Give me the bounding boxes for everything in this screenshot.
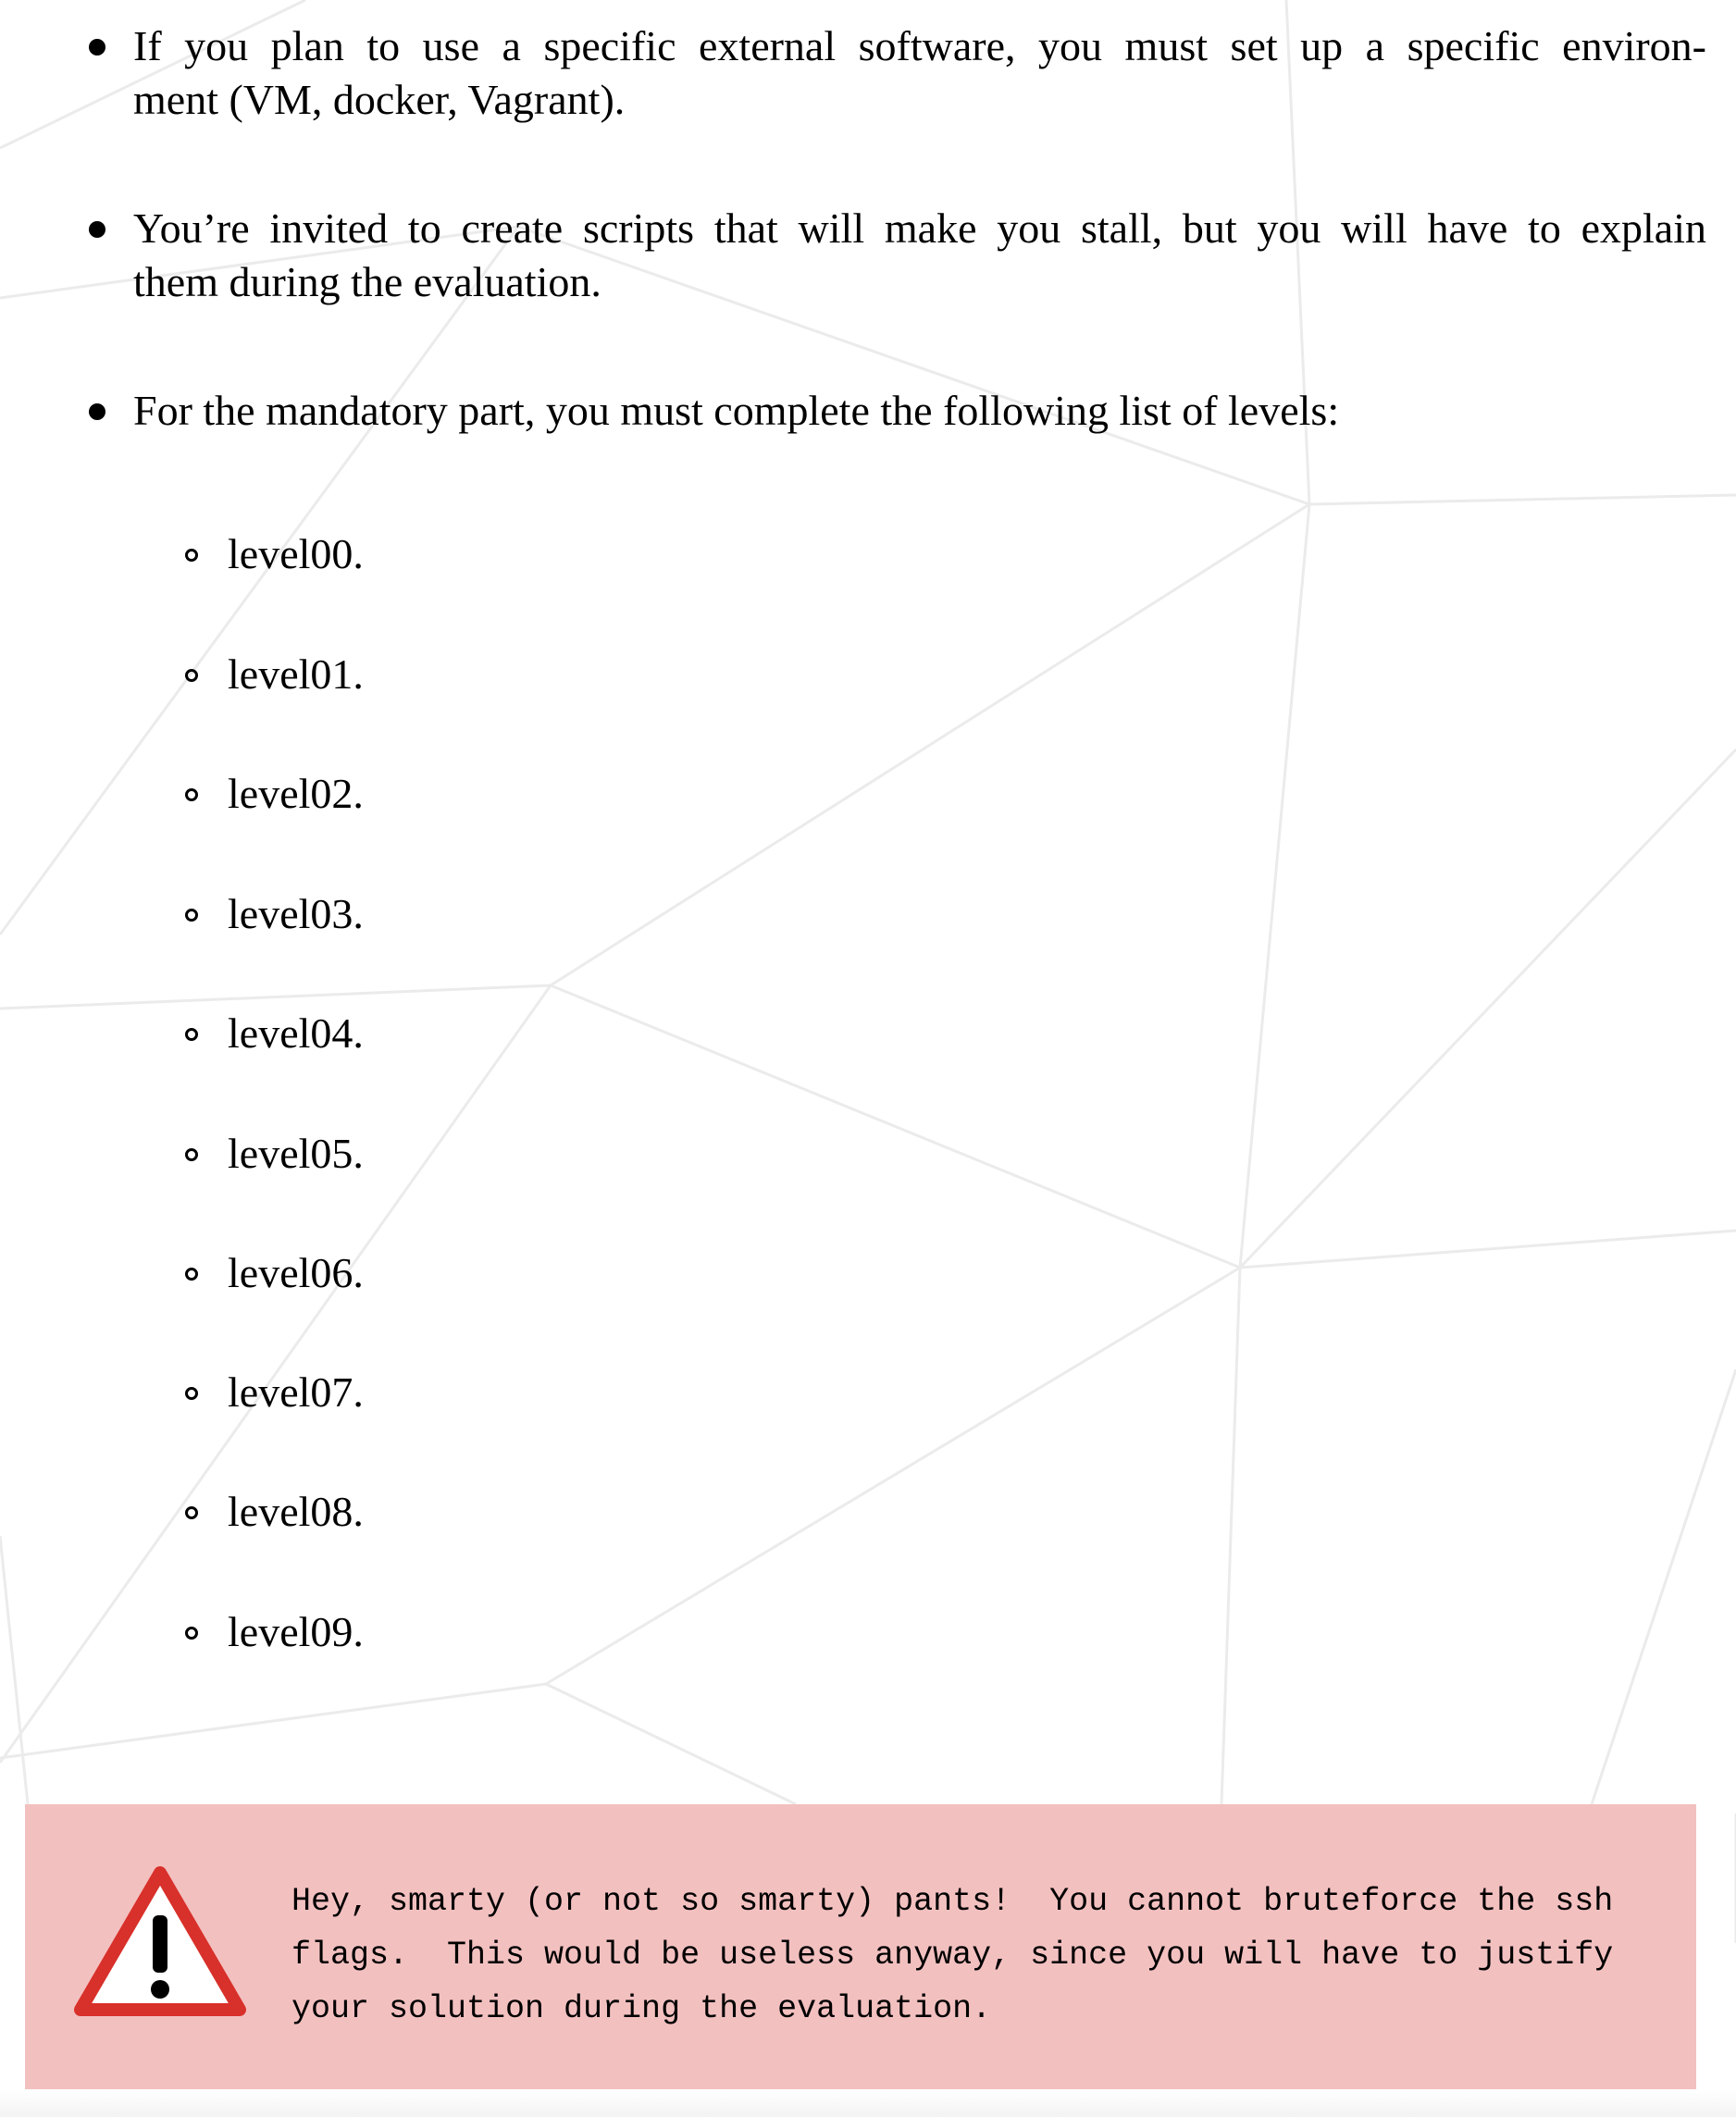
- hollow-bullet-icon: [185, 1627, 198, 1640]
- hollow-bullet-icon: [185, 1506, 198, 1519]
- hollow-bullet-icon: [185, 909, 198, 922]
- hollow-bullet-icon: [185, 1268, 198, 1281]
- bullet-line: them during the evaluation.: [133, 258, 601, 305]
- level-label: level02.: [228, 770, 364, 817]
- level-label: level04.: [228, 1009, 364, 1057]
- hollow-bullet-icon: [185, 1387, 198, 1400]
- level-label: level00.: [228, 530, 364, 577]
- bullet-line: For the mandatory part, you must complete the following list of levels:: [133, 387, 1340, 434]
- warning-triangle-icon: [73, 1862, 247, 2019]
- bullet-dot: [89, 39, 105, 56]
- warning-message: [291, 1875, 1652, 2036]
- level-label: level05.: [228, 1130, 364, 1177]
- level-label: level06.: [228, 1249, 364, 1296]
- level-label: level03.: [228, 890, 364, 937]
- warning-callout: [25, 1804, 1696, 2089]
- hollow-bullet-icon: [185, 669, 198, 682]
- hollow-bullet-icon: [185, 1028, 198, 1041]
- level-label: level01.: [228, 650, 364, 698]
- bullet-line: If you plan to use a specific external software, you must set up a specific environ-: [133, 22, 1706, 69]
- warning-line: your solution during the evaluation.: [291, 1990, 992, 2027]
- warning-line: Hey, smarty (or not so smarty) pants! You cannot bruteforce the ssh: [291, 1883, 1614, 1920]
- hollow-bullet-icon: [185, 1148, 198, 1161]
- bullet-text: [133, 384, 1706, 438]
- hollow-bullet-icon: [185, 549, 198, 562]
- bullet-line: You’re invited to create scripts that will make you stall, but you will have to explain: [133, 204, 1706, 252]
- level-label: level07.: [228, 1368, 364, 1416]
- page-bottom-edge: [0, 2089, 1736, 2117]
- level-label: level09.: [228, 1608, 364, 1655]
- bullet-dot: [89, 403, 105, 420]
- level-label: level08.: [228, 1488, 364, 1535]
- bullet-text: [133, 19, 1706, 127]
- hollow-bullet-icon: [185, 788, 198, 801]
- bullet-line: ment (VM, docker, Vagrant).: [133, 76, 626, 123]
- bullet-text: [133, 202, 1706, 309]
- bullet-dot: [89, 221, 105, 238]
- warning-line: flags. This would be useless anyway, since you will have to justify: [291, 1937, 1614, 1974]
